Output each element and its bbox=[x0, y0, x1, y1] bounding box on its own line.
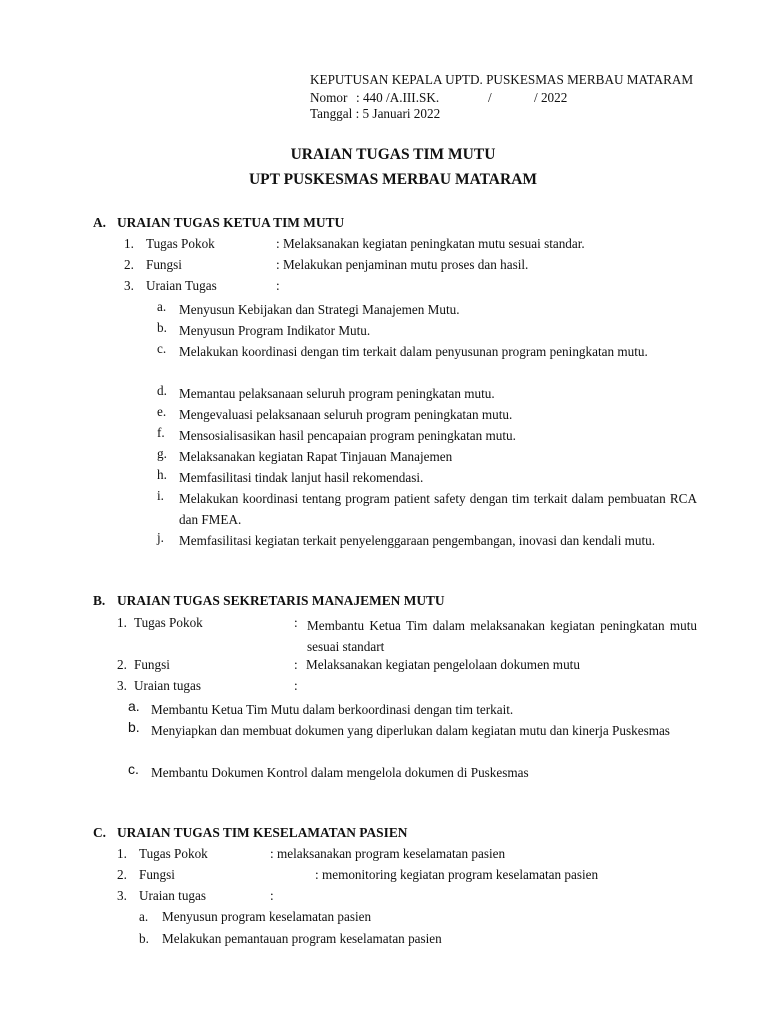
document-subtitle: UPT PUSKESMAS MERBAU MATARAM bbox=[248, 171, 538, 188]
row-label: Fungsi bbox=[139, 867, 175, 882]
row-value: : Melakukan penjaminan mutu proses dan hasil. bbox=[276, 257, 529, 272]
row-value: : memonitoring kegiatan program keselamatan pasien bbox=[315, 867, 599, 882]
list-item: Memfasilitasi kegiatan terkait penyelenggaraan pengembangan, inovasi dan kendali mutu. bbox=[179, 533, 656, 548]
list-item: Melaksanakan kegiatan Rapat Tinjauan Manajemen bbox=[179, 449, 453, 464]
decree-number-year: / 2022 bbox=[534, 90, 568, 105]
row-value: : melaksanakan program keselamatan pasien bbox=[270, 846, 506, 861]
item-letter: b. bbox=[157, 320, 167, 335]
row-colon: : bbox=[294, 678, 298, 693]
row-label: Uraian tugas bbox=[139, 888, 207, 903]
list-item: Mengevaluasi pelaksanaan seluruh program peningkatan mutu. bbox=[179, 407, 513, 422]
row-label: Tugas Pokok bbox=[146, 236, 215, 251]
row-label: Uraian Tugas bbox=[146, 278, 217, 293]
list-item: Menyiapkan dan membuat dokumen yang diperlukan dalam kegiatan mutu dan kinerja Puskesmas bbox=[151, 723, 670, 738]
decree-title-line: KEPUTUSAN KEPALA UPTD. PUSKESMAS MERBAU MATARAM bbox=[310, 72, 694, 87]
document-title: URAIAN TUGAS TIM MUTU bbox=[290, 146, 496, 163]
item-letter: c. bbox=[157, 341, 167, 356]
list-item: Menyusun program keselamatan pasien bbox=[162, 909, 372, 924]
decree-date: Tanggal : 5 Januari 2022 bbox=[310, 106, 441, 121]
row-number: 3. bbox=[117, 888, 127, 903]
item-letter: a. bbox=[139, 909, 149, 924]
row-number: 3. bbox=[124, 278, 134, 293]
row-number: 1. bbox=[124, 236, 134, 251]
row-label: Tugas Pokok bbox=[139, 846, 208, 861]
section-b-letter: B. bbox=[93, 593, 106, 608]
row-label: Uraian tugas bbox=[134, 678, 202, 693]
item-letter: i. bbox=[157, 488, 164, 503]
list-item: Melakukan koordinasi tentang program patient safety dengan tim terkait dalam pembuatan RCA dan FMEA. bbox=[179, 491, 697, 527]
item-letter: a. bbox=[157, 299, 167, 314]
item-letter: a. bbox=[128, 698, 140, 714]
row-number: 2. bbox=[117, 657, 127, 672]
list-item: Membantu Ketua Tim Mutu dalam berkoordinasi dengan tim terkait. bbox=[151, 702, 514, 717]
list-item: Membantu Dokumen Kontrol dalam mengelola dokumen di Puskesmas bbox=[151, 765, 529, 780]
item-letter: b. bbox=[139, 931, 149, 946]
section-a-letter: A. bbox=[93, 215, 107, 230]
item-letter: g. bbox=[157, 446, 167, 461]
list-item: Menyusun Program Indikator Mutu. bbox=[179, 323, 371, 338]
section-b-heading: URAIAN TUGAS SEKRETARIS MANAJEMEN MUTU bbox=[117, 593, 445, 608]
section-a-heading: URAIAN TUGAS KETUA TIM MUTU bbox=[117, 215, 345, 230]
item-letter: j. bbox=[157, 530, 164, 545]
section-c-heading: URAIAN TUGAS TIM KESELAMATAN PASIEN bbox=[117, 825, 408, 840]
row-number: 2. bbox=[117, 867, 127, 882]
row-label: Tugas Pokok bbox=[134, 615, 203, 630]
row-label: Fungsi bbox=[134, 657, 170, 672]
list-item: Memantau pelaksanaan seluruh program peningkatan mutu. bbox=[179, 386, 495, 401]
row-value: : bbox=[270, 888, 274, 903]
row-value: : bbox=[276, 278, 280, 293]
list-item: Mensosialisasikan hasil pencapaian program peningkatan mutu. bbox=[179, 428, 516, 443]
list-item: Memfasilitasi tindak lanjut hasil rekomendasi. bbox=[179, 470, 424, 485]
list-item: Menyusun Kebijakan dan Strategi Manajemen Mutu. bbox=[179, 302, 460, 317]
item-letter: e. bbox=[157, 404, 167, 419]
section-c-letter: C. bbox=[93, 825, 107, 840]
list-item: Melakukan koordinasi dengan tim terkait dalam penyusunan program peningkatan mutu. bbox=[179, 344, 648, 359]
row-colon: : bbox=[294, 657, 298, 672]
row-number: 1. bbox=[117, 846, 127, 861]
row-number: 3. bbox=[117, 678, 127, 693]
decree-number-separator: / bbox=[488, 90, 492, 105]
item-letter: b. bbox=[128, 719, 140, 735]
row-value: Membantu Ketua Tim dalam melaksanakan kegiatan peningkatan mutu sesuai standart bbox=[307, 618, 697, 654]
row-number: 1. bbox=[117, 615, 127, 630]
row-value: Melaksanakan kegiatan pengelolaan dokumen mutu bbox=[306, 657, 580, 672]
list-item: Melakukan pemantauan program keselamatan pasien bbox=[162, 931, 442, 946]
item-letter: h. bbox=[157, 467, 167, 482]
row-colon: : bbox=[294, 615, 298, 630]
decree-number-label: Nomor bbox=[310, 90, 348, 105]
row-number: 2. bbox=[124, 257, 134, 272]
item-letter: c. bbox=[128, 761, 139, 777]
item-letter: f. bbox=[157, 425, 165, 440]
decree-number-value: : 440 /A.III.SK. bbox=[356, 90, 440, 105]
item-letter: d. bbox=[157, 383, 167, 398]
row-label: Fungsi bbox=[146, 257, 182, 272]
row-value: : Melaksanakan kegiatan peningkatan mutu sesuai standar. bbox=[276, 236, 585, 251]
